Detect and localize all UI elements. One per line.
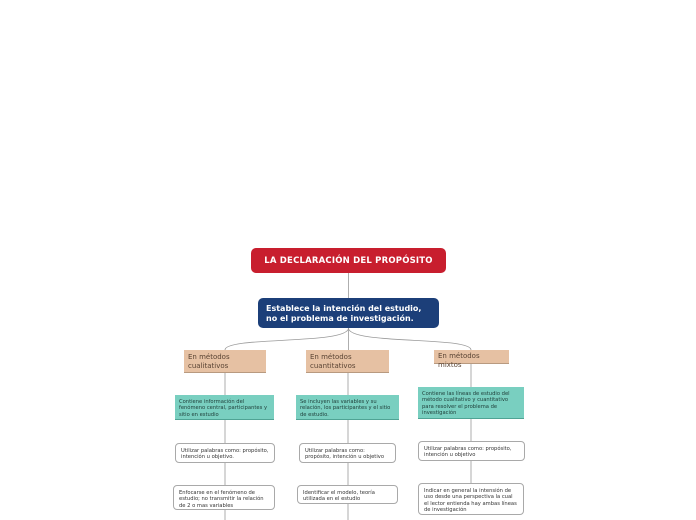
- item-cuantitativos-1[interactable]: [299, 443, 396, 463]
- item-cualitativos-2[interactable]: [173, 485, 275, 510]
- item-mixtos-2[interactable]: [418, 483, 524, 515]
- definition-cuantitativos[interactable]: [296, 395, 399, 420]
- definition-cualitativos[interactable]: [175, 395, 274, 420]
- item-label: Utilizar palabras como: propósito, intención u objetivo: [424, 446, 512, 459]
- definition-label: Se incluyen las variables y su relación, los participantes y el sitio de estudio.: [300, 399, 391, 418]
- item-label: Enfocarse en el fenómeno de estudio; no transmitir la relación de 2 o mas variables: [179, 490, 264, 509]
- definition-mixtos[interactable]: [418, 387, 524, 419]
- item-label: Identificar el modelo, teoría utilizada en el estudio: [303, 490, 375, 503]
- item-mixtos-1[interactable]: [418, 441, 525, 461]
- connector-main-cat-1: [225, 328, 349, 350]
- main-topic[interactable]: [258, 298, 439, 328]
- item-label: Utilizar palabras como: propósito, intención u objetivo.: [181, 448, 269, 461]
- item-cuantitativos-2[interactable]: [297, 485, 398, 504]
- item-label: Indicar en general la intensión de uso desde una perspectiva la cual el lector entienda hay ambas líneas de investigación: [424, 488, 517, 514]
- category-label: En métodos cuantitativos: [310, 353, 356, 370]
- item-cualitativos-1[interactable]: [175, 443, 275, 463]
- category-mixtos[interactable]: [434, 350, 509, 369]
- category-cuantitativos[interactable]: [306, 350, 389, 373]
- category-cualitativos[interactable]: [184, 350, 266, 373]
- definition-label: Contiene información del fenómeno central, participantes y sitio en estudio: [179, 399, 268, 418]
- root-topic[interactable]: [251, 248, 446, 273]
- category-label: En métodos cualitativos: [188, 353, 230, 370]
- main-topic-label: Establece la intención del estudio, no el problema de investigación.: [266, 304, 422, 323]
- category-label: En métodos mixtos: [438, 352, 480, 369]
- definition-label: Contiene las líneas de estudio del método cualitativo y cuantitativo para resolver el problema de investigación: [422, 391, 510, 417]
- connector-main-cat-3: [349, 328, 472, 350]
- item-label: Utilizar palabras como: propósito, intención u objetivo: [305, 448, 385, 461]
- root-topic-label: LA DECLARACIÓN DEL PROPÓSITO: [264, 255, 433, 266]
